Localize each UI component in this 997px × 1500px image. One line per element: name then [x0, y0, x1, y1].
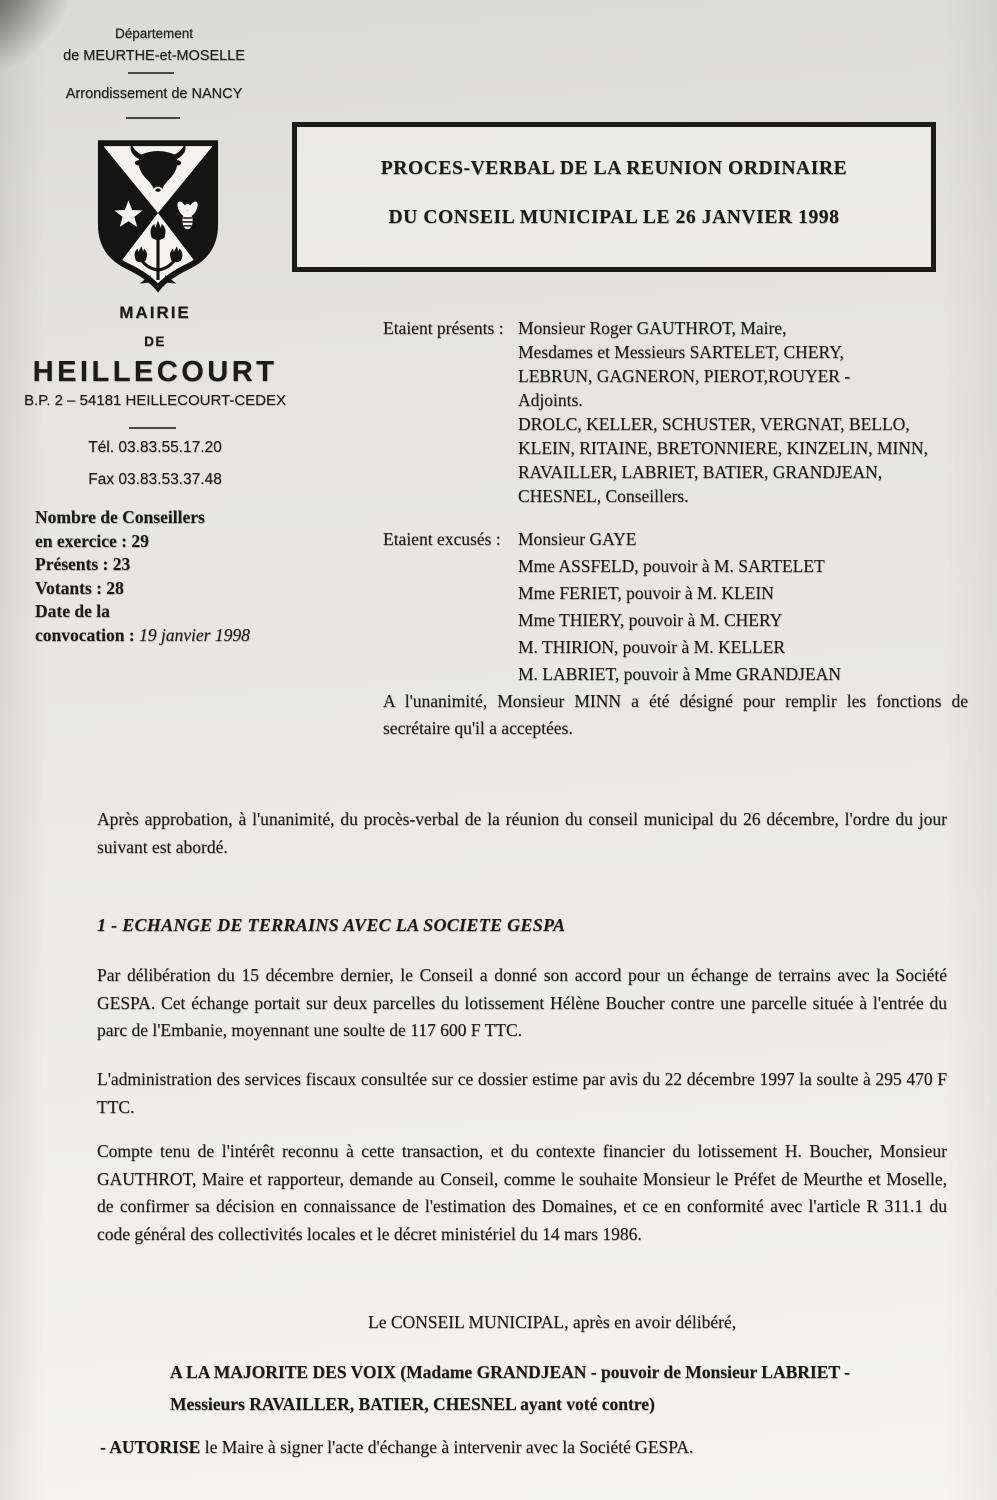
excused-line: Mme FERIET, pouvoir à M. KLEIN	[518, 583, 774, 603]
present-list	[518, 316, 983, 508]
mairie-label: MAIRIE	[119, 303, 191, 322]
document-title-line2: DU CONSEIL MUNICIPAL LE 26 JANVIER 1998	[388, 207, 840, 228]
section1-heading: 1 - ECHANGE DE TERRAINS AVEC LA SOCIETE GESPA	[97, 915, 566, 935]
present-line: Monsieur Roger GAUTHROT, Maire,	[518, 318, 787, 338]
excused-label: Etaient excusés :	[383, 529, 501, 549]
excused-line: Monsieur GAYE	[518, 529, 637, 549]
postal-address: B.P. 2 – 54181 HEILLECOURT-CEDEX	[23, 392, 287, 409]
paragraph-fiscal: L'administration des services fiscaux consultée sur ce dossier estime par avis du 22 décembre 1997 la soulte à 295 470 F TTC.	[97, 1069, 947, 1117]
excused-list	[518, 526, 983, 688]
present-line: Adjoints.	[518, 390, 583, 410]
paragraph-exchange: Par délibération du 15 décembre dernier, le Conseil a donné son accord pour un échange de terrains avec la Société GESPA. Cet échange portait sur deux parcelles du lotissement Hélène Boucher contre une parcelle située à l'entrée du parc de l'Embanie, moyennant une soulte de 117 600 F TTC.	[97, 965, 947, 1040]
convocation-date: 19 janvier 1998	[139, 624, 250, 645]
letterhead-mairie-block	[0, 303, 310, 409]
present-line: Mesdames et Messieurs SARTELET, CHERY,	[518, 342, 844, 362]
excused-line: M. THIRION, pouvoir à M. KELLER	[518, 637, 786, 657]
convocation-date-label1: Date de la	[35, 601, 110, 621]
convocation-date-line	[35, 624, 335, 648]
divider	[129, 427, 176, 429]
departement-line2: de MEURTHE-et-MOSELLE	[63, 48, 245, 64]
coat-of-arms	[95, 137, 221, 293]
document-title-line1: PROCES-VERBAL DE LA REUNION ORDINAIRE	[380, 158, 848, 179]
excused-line: Mme THIERY, pouvoir à M. CHERY	[518, 610, 783, 630]
decision-text: le Maire à signer l'acte d'échange à intervenir avec la Société GESPA.	[200, 1437, 694, 1457]
divider	[126, 117, 180, 119]
departement-line1: Département	[114, 26, 194, 41]
present-line: KLEIN, RITAINE, BRETONNIERE, KINZELIN, MINN,	[518, 438, 928, 458]
count-votants: Votants : 28	[35, 577, 124, 598]
council-counts	[35, 506, 335, 647]
vote-line2: Messieurs RAVAILLER, BATIER, CHESNEL ayant voté contre)	[170, 1394, 655, 1414]
vote-result	[170, 1356, 970, 1420]
de-label: DE	[144, 334, 166, 349]
deliberation-line: Le CONSEIL MUNICIPAL, après en avoir délibéré,	[368, 1312, 737, 1332]
count-presents: Présents : 23	[35, 554, 131, 574]
excused-line: Mme ASSFELD, pouvoir à M. SARTELET	[518, 556, 825, 576]
vote-line1: A LA MAJORITE DES VOIX (Madame GRANDJEAN - pouvoir de Monsieur LABRIET -	[170, 1362, 850, 1382]
counts-title: Nombre de Conseillers	[35, 507, 205, 527]
decision-label: - AUTORISE	[100, 1437, 201, 1457]
present-line: LEBRUN, GAGNERON, PIEROT,ROUYER -	[518, 366, 851, 386]
divider	[128, 72, 174, 74]
fax-number: Fax 03.83.53.37.48	[88, 471, 222, 488]
secretary-note: A l'unanimité, Monsieur MINN a été désigné pour remplir les fonctions de secrétaire qu'il a acceptées.	[383, 691, 968, 738]
present-line: DROLC, KELLER, SCHUSTER, VERGNAT, BELLO,	[518, 414, 910, 434]
count-exercice: en exercice : 29	[35, 530, 149, 551]
letterhead-departement	[0, 22, 308, 68]
decision-line	[100, 1437, 693, 1458]
attendance-excused	[383, 526, 983, 688]
paragraph-decision: Compte tenu de l'intérêt reconnu à cette transaction, et du contexte financier du lotissement H. Boucher, Monsieur GAUTHROT, Maire et rapporteur, demande au Conseil, comme le souhaite Monsieur le Préfet de Meurthe et Moselle, de confirmer sa décision en connaissance de l'estimation des Domaines, et ce en conformité avec l'article R 311.1 du code général des collectivités locales et le décret ministériel du 14 mars 1986.	[97, 1141, 947, 1244]
excused-line: M. LABRIET, pouvoir à Mme GRANDJEAN	[518, 664, 841, 684]
title-box	[292, 122, 936, 272]
present-line: CHESNEL, Conseillers.	[518, 486, 689, 506]
present-line: RAVAILLER, LABRIET, BATIER, GRANDJEAN,	[518, 462, 883, 482]
convocation-label: convocation :	[35, 624, 140, 645]
phone-number: Tél. 03.83.55.17.20	[88, 439, 222, 456]
attendance-present	[383, 316, 983, 508]
letterhead-arrondissement: Arrondissement de NANCY	[65, 86, 243, 102]
intro-paragraph: Après approbation, à l'unanimité, du procès-verbal de la réunion du conseil municipal du 26 décembre, l'ordre du jour suivant est abordé.	[97, 809, 947, 857]
commune-name: HEILLECOURT	[32, 356, 278, 388]
present-label: Etaient présents :	[383, 318, 504, 338]
